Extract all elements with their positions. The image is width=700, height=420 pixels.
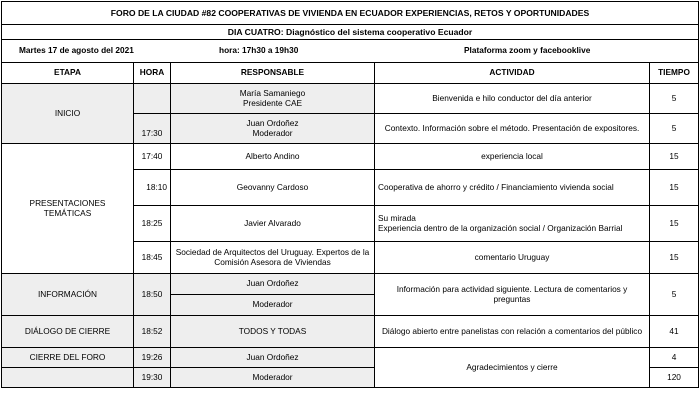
tiempo-cell: 120 — [650, 368, 699, 388]
table-row — [2, 274, 699, 295]
hora-cell: 18:25 — [134, 206, 171, 242]
tiempo-cell: 4 — [650, 348, 699, 368]
hora-cell — [134, 84, 171, 114]
day-subtitle: DIA CUATRO: Diagnóstico del sistema cooperativo Ecuador — [2, 25, 699, 40]
header-responsable: RESPONSABLE — [171, 63, 375, 84]
hora-cell: 19:30 — [134, 368, 171, 388]
actividad-cell: Información para actividad siguiente. Lectura de comentarios y preguntas — [375, 274, 650, 316]
hora-cell: 18:45 — [134, 242, 171, 274]
tiempo-cell: 15 — [650, 242, 699, 274]
tiempo-cell: 5 — [650, 114, 699, 144]
header-tiempo: TIEMPO — [650, 63, 699, 84]
hora-cell: 17:40 — [134, 144, 171, 170]
responsable-role: Presidente CAE — [242, 97, 303, 108]
responsable-role: Moderador — [252, 127, 293, 138]
date-bar — [2, 40, 699, 63]
tiempo-cell: 5 — [650, 84, 699, 114]
responsable-cell — [171, 84, 375, 114]
actividad-line: Su mirada — [378, 212, 416, 223]
etapa-dialogo: DIÁLOGO DE CIERRE — [2, 316, 134, 348]
responsable-cell — [171, 114, 375, 144]
actividad-cell: comentario Uruguay — [375, 242, 650, 274]
schedule-table — [1, 1, 699, 388]
event-hours: hora: 17h30 a 19h30 — [219, 45, 299, 56]
actividad-cell: Cooperativa de ahorro y crédito / Financiamiento vivienda social — [375, 170, 650, 206]
table-row — [2, 316, 699, 348]
responsable-cell: Juan Ordoñez — [171, 348, 375, 368]
tiempo-cell: 41 — [650, 316, 699, 348]
etapa-informacion: INFORMACIÓN — [2, 274, 134, 316]
actividad-cell: Agradecimientos y cierre — [375, 348, 650, 388]
actividad-cell — [375, 206, 650, 242]
header-hora: HORA — [134, 63, 171, 84]
etapa-empty-cell — [2, 368, 134, 388]
header-row — [2, 63, 699, 84]
actividad-cell: Bienvenida e hilo conductor del día anterior — [375, 84, 650, 114]
hora-cell: 19:26 — [134, 348, 171, 368]
responsable-name: María Samaniego — [239, 87, 306, 98]
etapa-cierre: CIERRE DEL FORO — [2, 348, 134, 368]
header-etapa: ETAPA — [2, 63, 134, 84]
hora-cell: 18:10 — [134, 170, 171, 206]
responsable-cell: TODOS Y TODAS — [171, 316, 375, 348]
actividad-cell: experiencia local — [375, 144, 650, 170]
hora-cell: 18:52 — [134, 316, 171, 348]
actividad-line: Experiencia dentro de la organización social / Organización Barrial — [378, 222, 623, 233]
responsable-cell: Alberto Andino — [171, 144, 375, 170]
tiempo-cell: 15 — [650, 170, 699, 206]
table-row — [2, 144, 699, 170]
hora-cell: 18:50 — [134, 274, 171, 316]
actividad-cell: Contexto. Información sobre el método. Presentación de expositores. — [375, 114, 650, 144]
etapa-inicio: INICIO — [2, 84, 134, 144]
responsable-name: Juan Ordoñez — [246, 117, 299, 128]
header-actividad: ACTIVIDAD — [375, 63, 650, 84]
etapa-presentaciones: PRESENTACIONES TEMÁTICAS — [2, 144, 134, 274]
tiempo-cell: 15 — [650, 206, 699, 242]
responsable-cell: Geovanny Cardoso — [171, 170, 375, 206]
tiempo-cell: 15 — [650, 144, 699, 170]
hora-cell: 17:30 — [134, 114, 171, 144]
responsable-cell: Moderador — [171, 368, 375, 388]
responsable-cell: Sociedad de Arquitectos del Uruguay. Expertos de la Comisión Asesora de Viviendas — [171, 242, 375, 274]
forum-title: FORO DE LA CIUDAD #82 COOPERATIVAS DE VIVIENDA EN ECUADOR EXPERIENCIAS, RETOS Y OPORTUNIDADES — [2, 2, 699, 25]
tiempo-cell: 5 — [650, 274, 699, 316]
responsable-cell: Javier Alvarado — [171, 206, 375, 242]
event-platform: Plataforma zoom y facebooklive — [464, 45, 591, 56]
actividad-cell: Diálogo abierto entre panelistas con relación a comentarios del público — [375, 316, 650, 348]
table-row — [2, 348, 699, 368]
event-date: Martes 17 de agosto del 2021 — [19, 45, 134, 56]
responsable-cell: Juan Ordoñez — [171, 274, 375, 295]
responsable-cell: Moderador — [171, 295, 375, 316]
table-row — [2, 84, 699, 114]
